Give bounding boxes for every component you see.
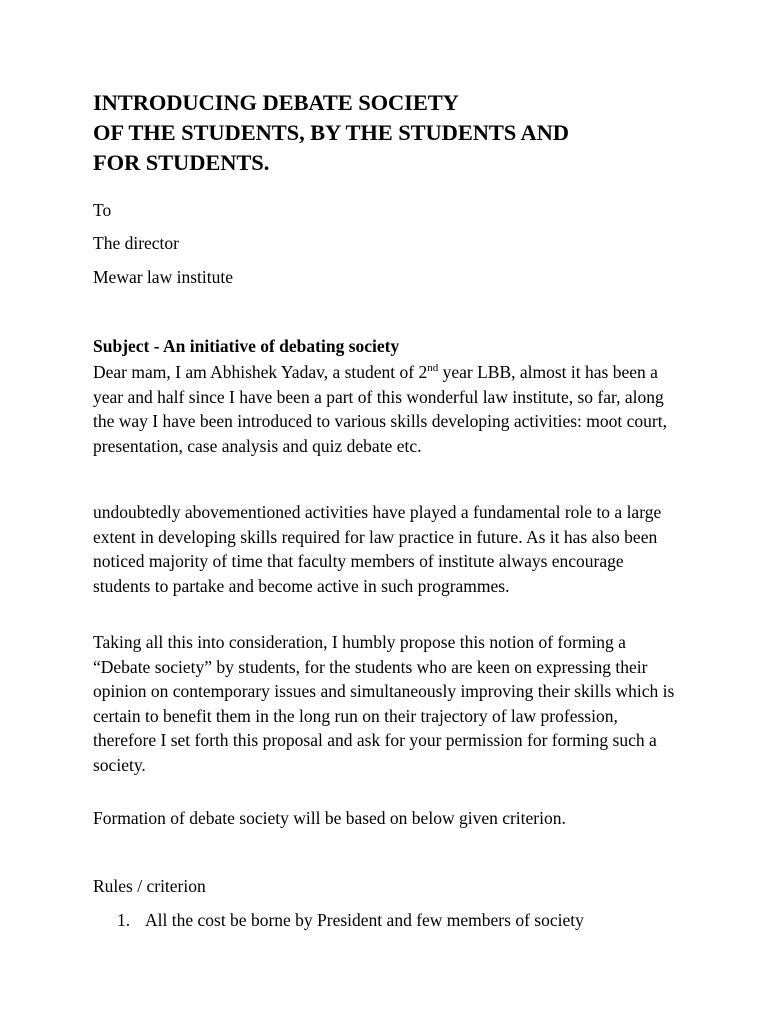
- rule-number: 1.: [117, 910, 131, 930]
- rules-heading: Rules / criterion: [93, 876, 206, 896]
- rule-text: All the cost be borne by President and few members of society: [145, 910, 584, 930]
- paragraph-intro-start: Dear mam, I am Abhishek Yadav, a student of 2: [93, 362, 428, 382]
- rule-item: [93, 908, 693, 932]
- paragraph-intro-rest: year LBB, almost it has been a year and half since I have been a part of this wonderful law institute, so far, along the way I have been introduced to various skills developing activities: moot court, presentation, case analysis and quiz debate etc.: [93, 362, 667, 456]
- title-line-1: INTRODUCING DEBATE SOCIETY: [93, 90, 459, 115]
- rules-list: [93, 908, 693, 932]
- address-to: To: [93, 200, 112, 220]
- document-title: [93, 88, 693, 178]
- paragraph-intro: [93, 360, 683, 458]
- subject-line: Subject - An initiative of debating society: [93, 336, 400, 356]
- paragraph-activities: undoubtedly abovementioned activities have played a fundamental role to a large extent in developing skills required for law practice in future. As it has also been noticed majority of time that faculty members of institute always encourage students to partake and become active in such programmes.: [93, 502, 662, 596]
- ordinal-superscript: nd: [427, 362, 439, 375]
- address-institution: Mewar law institute: [93, 267, 233, 287]
- address-recipient: The director: [93, 233, 179, 253]
- title-line-3: FOR STUDENTS.: [93, 150, 270, 175]
- paragraph-proposal: Taking all this into consideration, I humbly propose this notion of forming a “Debate society” by students, for the students who are keen on expressing their opinion on contemporary issues and simultaneously improving their skills which is certain to benefit them in the long run on their trajectory of law profession, therefore I set forth this proposal and ask for your permission for forming such a society.: [93, 632, 675, 775]
- title-line-2: OF THE STUDENTS, BY THE STUDENTS AND: [93, 120, 569, 145]
- paragraph-formation: Formation of debate society will be based on below given criterion.: [93, 808, 566, 828]
